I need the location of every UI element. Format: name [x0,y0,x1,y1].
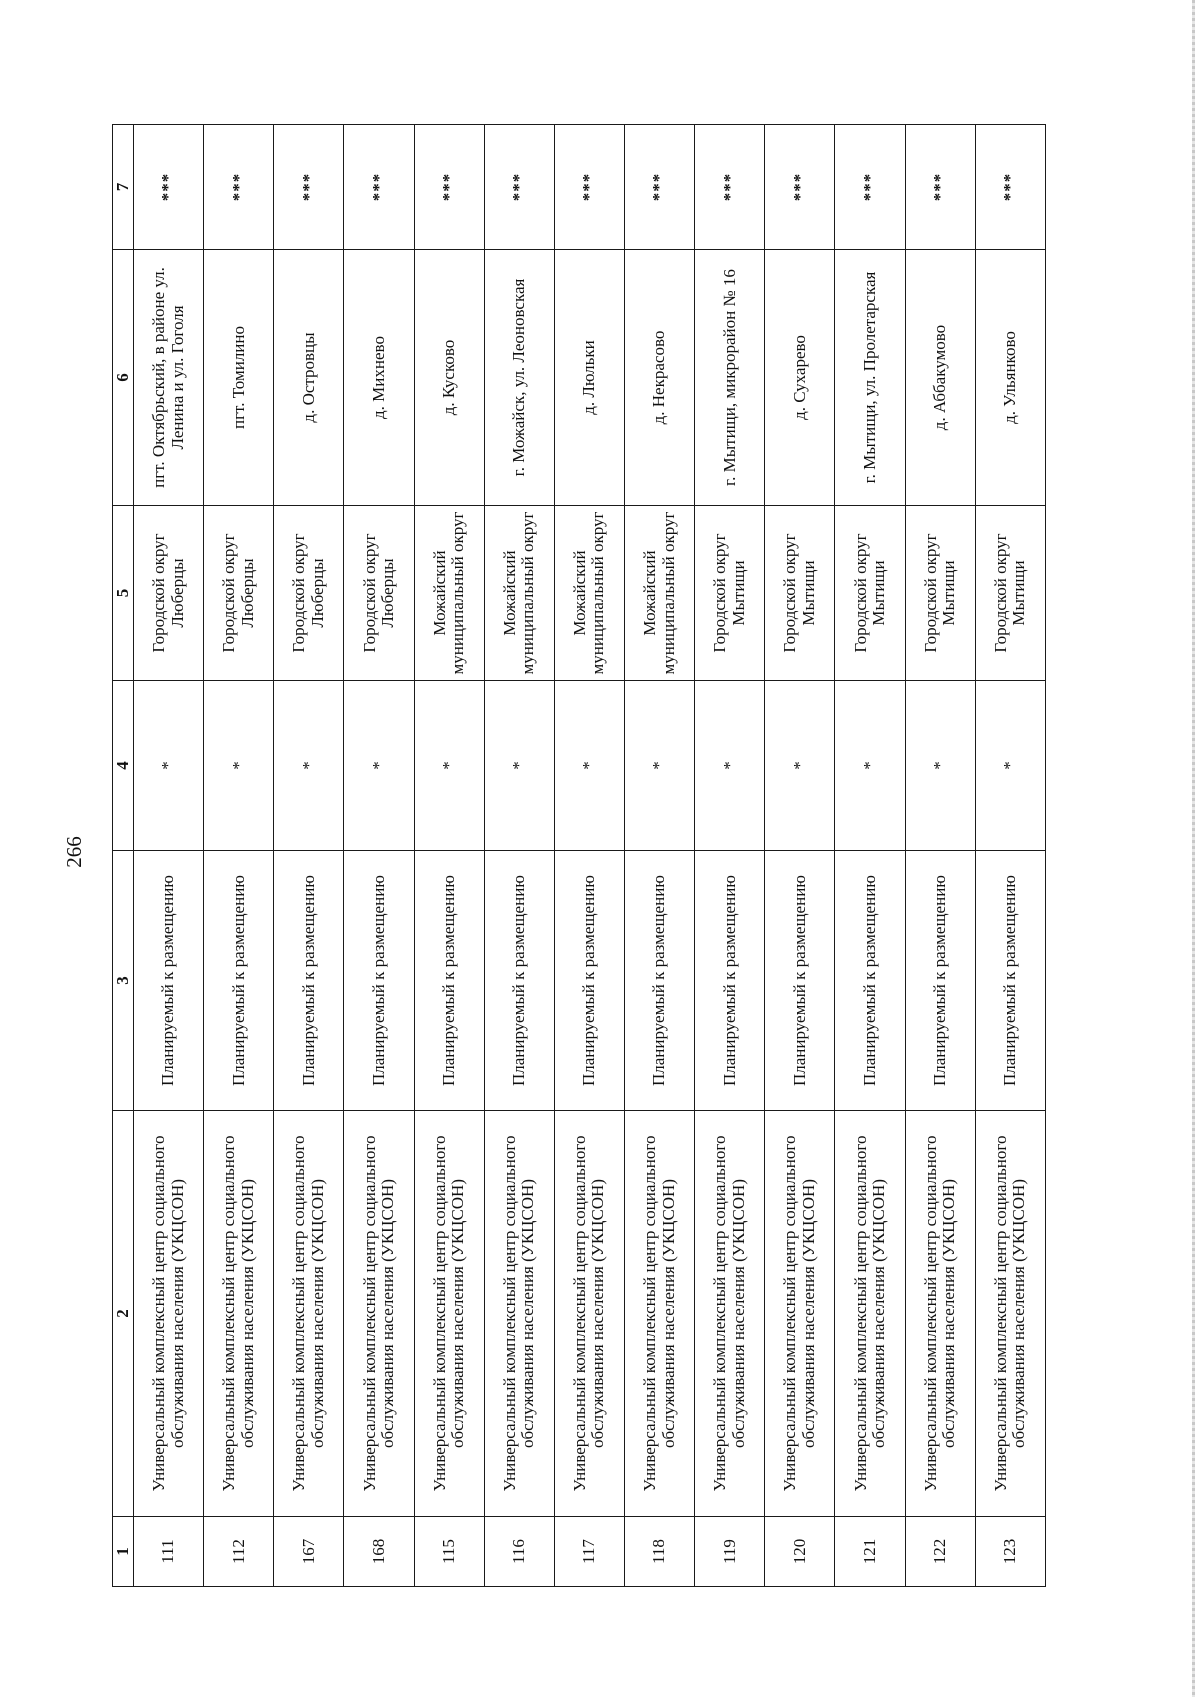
cell-location: д. Некрасово [624,250,694,506]
cell-col4: * [134,681,204,851]
cell-location: д. Островцы [274,250,344,506]
cell-number: 115 [414,1517,484,1587]
header-col-7: 7 [113,125,134,250]
cell-district: Городской округ Люберцы [274,506,344,681]
cell-status: Планируемый к размещению [835,851,905,1111]
cell-district: Городской округ Люберцы [344,506,414,681]
table-body [134,125,1046,1587]
cell-name: Универсальный комплексный центр социального обслуживания населения (УКЦСОН) [134,1111,204,1517]
header-col-3: 3 [113,851,134,1111]
cell-status: Планируемый к размещению [414,851,484,1111]
cell-status: Планируемый к размещению [695,851,765,1111]
cell-status: Планируемый к размещению [344,851,414,1111]
table-row [765,125,835,1587]
cell-district: Городской округ Мытищи [975,506,1045,681]
cell-location: д. Кусково [414,250,484,506]
cell-number: 117 [554,1517,624,1587]
cell-col7: *** [695,125,765,250]
cell-district: Городской округ Люберцы [204,506,274,681]
cell-col4: * [835,681,905,851]
page-number: 266 [62,836,86,868]
cell-col7: *** [905,125,975,250]
table-row [134,125,204,1587]
cell-district: Можайский муниципальный округ [624,506,694,681]
cell-number: 123 [975,1517,1045,1587]
cell-col7: *** [134,125,204,250]
cell-location: д. Сухарево [765,250,835,506]
cell-col4: * [905,681,975,851]
cell-name: Универсальный комплексный центр социального обслуживания населения (УКЦСОН) [624,1111,694,1517]
cell-name: Универсальный комплексный центр социального обслуживания населения (УКЦСОН) [554,1111,624,1517]
cell-district: Можайский муниципальный округ [414,506,484,681]
rotated-table-wrapper [112,125,1046,1587]
cell-number: 121 [835,1517,905,1587]
header-col-4: 4 [113,681,134,851]
cell-number: 120 [765,1517,835,1587]
facilities-table [112,124,1046,1587]
cell-location: д. Люльки [554,250,624,506]
cell-status: Планируемый к размещению [975,851,1045,1111]
cell-col7: *** [344,125,414,250]
cell-number: 118 [624,1517,694,1587]
cell-number: 122 [905,1517,975,1587]
cell-name: Универсальный комплексный центр социального обслуживания населения (УКЦСОН) [274,1111,344,1517]
cell-name: Универсальный комплексный центр социального обслуживания населения (УКЦСОН) [204,1111,274,1517]
cell-col4: * [344,681,414,851]
cell-col7: *** [414,125,484,250]
cell-district: Можайский муниципальный округ [554,506,624,681]
cell-status: Планируемый к размещению [204,851,274,1111]
header-row [113,125,134,1587]
cell-col7: *** [554,125,624,250]
cell-name: Универсальный комплексный центр социального обслуживания населения (УКЦСОН) [975,1111,1045,1517]
cell-status: Планируемый к размещению [905,851,975,1111]
scan-edge-line [1192,0,1195,1697]
cell-location: д. Аббакумово [905,250,975,506]
table-row [624,125,694,1587]
table-row [695,125,765,1587]
cell-location: г. Мытищи, ул. Пролетарская [835,250,905,506]
cell-col7: *** [624,125,694,250]
table-row [204,125,274,1587]
cell-col4: * [414,681,484,851]
cell-location: г. Мытищи, микрорайон № 16 [695,250,765,506]
cell-district: Городской округ Мытищи [905,506,975,681]
cell-status: Планируемый к размещению [274,851,344,1111]
cell-name: Универсальный комплексный центр социального обслуживания населения (УКЦСОН) [765,1111,835,1517]
cell-col7: *** [204,125,274,250]
cell-status: Планируемый к размещению [484,851,554,1111]
cell-district: Городской округ Мытищи [695,506,765,681]
cell-col4: * [204,681,274,851]
cell-col7: *** [484,125,554,250]
cell-location: пгт. Томилино [204,250,274,506]
cell-number: 111 [134,1517,204,1587]
cell-col7: *** [975,125,1045,250]
cell-name: Универсальный комплексный центр социального обслуживания населения (УКЦСОН) [905,1111,975,1517]
cell-number: 116 [484,1517,554,1587]
header-col-5: 5 [113,506,134,681]
cell-location: д. Михнево [344,250,414,506]
cell-number: 119 [695,1517,765,1587]
cell-name: Универсальный комплексный центр социального обслуживания населения (УКЦСОН) [344,1111,414,1517]
cell-location: пгт. Октябрьский, в районе ул. Ленина и ул. Гоголя [134,250,204,506]
cell-district: Городской округ Люберцы [134,506,204,681]
table-row [554,125,624,1587]
table-row [484,125,554,1587]
cell-name: Универсальный комплексный центр социального обслуживания населения (УКЦСОН) [835,1111,905,1517]
header-col-2: 2 [113,1111,134,1517]
cell-col4: * [484,681,554,851]
table-row [905,125,975,1587]
cell-district: Можайский муниципальный округ [484,506,554,681]
cell-col4: * [975,681,1045,851]
cell-location: г. Можайск, ул. Леоновская [484,250,554,506]
table-row [344,125,414,1587]
cell-col7: *** [274,125,344,250]
header-col-1: 1 [113,1517,134,1587]
cell-status: Планируемый к размещению [554,851,624,1111]
cell-col7: *** [765,125,835,250]
cell-col4: * [765,681,835,851]
cell-location: д. Ульянково [975,250,1045,506]
table-row [975,125,1045,1587]
cell-col4: * [695,681,765,851]
header-col-6: 6 [113,250,134,506]
cell-name: Универсальный комплексный центр социального обслуживания населения (УКЦСОН) [414,1111,484,1517]
cell-number: 167 [274,1517,344,1587]
table-row [274,125,344,1587]
table-row [414,125,484,1587]
table-row [835,125,905,1587]
cell-number: 168 [344,1517,414,1587]
cell-col4: * [274,681,344,851]
cell-status: Планируемый к размещению [765,851,835,1111]
cell-name: Универсальный комплексный центр социального обслуживания населения (УКЦСОН) [695,1111,765,1517]
cell-col4: * [624,681,694,851]
cell-status: Планируемый к размещению [624,851,694,1111]
cell-district: Городской округ Мытищи [835,506,905,681]
cell-col4: * [554,681,624,851]
cell-number: 112 [204,1517,274,1587]
cell-name: Универсальный комплексный центр социального обслуживания населения (УКЦСОН) [484,1111,554,1517]
cell-district: Городской округ Мытищи [765,506,835,681]
cell-col7: *** [835,125,905,250]
cell-status: Планируемый к размещению [134,851,204,1111]
